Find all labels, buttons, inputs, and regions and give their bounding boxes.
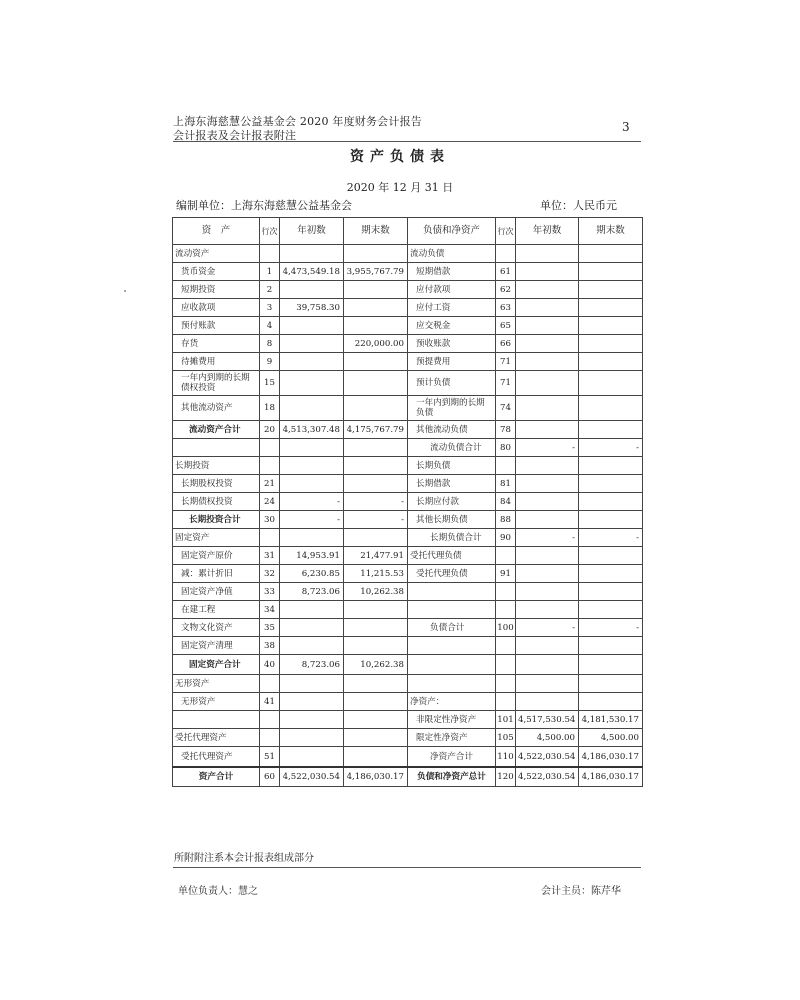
table-cell — [516, 281, 579, 299]
table-cell: 4,513,307.48 — [280, 421, 344, 439]
table-header-row — [173, 218, 643, 245]
table-cell — [579, 421, 643, 439]
table-cell — [344, 396, 408, 421]
table-cell — [516, 475, 579, 493]
table-cell: 91 — [496, 565, 516, 583]
table-cell: 4 — [260, 317, 280, 335]
table-cell — [344, 457, 408, 475]
table-cell: 待摊费用 — [173, 353, 260, 371]
table-cell: 8,723.06 — [280, 583, 344, 601]
table-cell — [516, 335, 579, 353]
table-cell: 2 — [260, 281, 280, 299]
table-cell — [260, 245, 280, 263]
table-cell: 固定资产净值 — [173, 583, 260, 601]
table-cell — [516, 457, 579, 475]
table-cell — [516, 675, 579, 693]
table-cell: 24 — [260, 493, 280, 511]
table-cell — [344, 371, 408, 396]
table-cell: 4,186,030.17 — [579, 747, 643, 768]
table-cell — [496, 637, 516, 655]
table-cell: 105 — [496, 729, 516, 747]
table-cell: 预付账款 — [173, 317, 260, 335]
table-cell: 9 — [260, 353, 280, 371]
table-cell: 长期债权投资 — [173, 493, 260, 511]
table-cell: 60 — [260, 767, 280, 787]
table-cell: 81 — [496, 475, 516, 493]
table-cell: 4,517,530.54 — [516, 711, 579, 729]
table-cell — [579, 281, 643, 299]
table-cell: 32 — [260, 565, 280, 583]
table-cell: 4,500.00 — [516, 729, 579, 747]
table-cell: - — [579, 619, 643, 637]
table-cell: 减：累计折旧 — [173, 565, 260, 583]
table-row — [173, 565, 643, 583]
table-cell: 51 — [260, 747, 280, 768]
table-cell: 74 — [496, 396, 516, 421]
column-header-end: 期末数 — [579, 218, 643, 245]
table-cell — [408, 675, 496, 693]
column-header-line-no: 行次 — [496, 218, 516, 245]
header-divider — [173, 141, 641, 142]
table-cell — [280, 245, 344, 263]
table-row — [173, 675, 643, 693]
table-row — [173, 281, 643, 299]
table-cell: 78 — [496, 421, 516, 439]
table-cell — [579, 457, 643, 475]
table-cell — [516, 565, 579, 583]
table-cell: 65 — [496, 317, 516, 335]
table-cell: 资产合计 — [173, 767, 260, 787]
table-cell: 受托代理负债 — [408, 547, 496, 565]
table-cell — [516, 263, 579, 281]
table-cell — [496, 655, 516, 675]
table-cell: - — [579, 529, 643, 547]
table-row — [173, 493, 643, 511]
table-cell: 3,955,767.79 — [344, 263, 408, 281]
table-cell: 应付工资 — [408, 299, 496, 317]
table-cell — [579, 637, 643, 655]
table-cell: 40 — [260, 655, 280, 675]
table-row — [173, 396, 643, 421]
column-header-begin: 年初数 — [516, 218, 579, 245]
table-cell — [516, 583, 579, 601]
table-row — [173, 299, 643, 317]
table-cell: 1 — [260, 263, 280, 281]
table-cell — [280, 529, 344, 547]
table-cell — [516, 493, 579, 511]
table-cell: 其他长期负债 — [408, 511, 496, 529]
table-cell: 净资产合计 — [408, 747, 496, 768]
table-cell: 120 — [496, 767, 516, 787]
table-cell — [579, 353, 643, 371]
table-cell: 长期投资 — [173, 457, 260, 475]
table-cell: 4,175,767.79 — [344, 421, 408, 439]
table-cell — [344, 475, 408, 493]
table-cell: - — [516, 619, 579, 637]
table-cell: - — [344, 511, 408, 529]
table-cell: 4,522,030.54 — [516, 747, 579, 768]
table-cell — [173, 711, 260, 729]
table-row — [173, 747, 643, 768]
table-cell — [516, 601, 579, 619]
table-cell: 61 — [496, 263, 516, 281]
table-row — [173, 439, 643, 457]
accountant-signature: 会计主员：陈芹华 — [541, 886, 621, 897]
table-cell: 38 — [260, 637, 280, 655]
table-cell: 8 — [260, 335, 280, 353]
table-cell — [280, 457, 344, 475]
table-cell — [579, 371, 643, 396]
table-cell: 18 — [260, 396, 280, 421]
table-cell — [344, 317, 408, 335]
total-row — [173, 767, 643, 787]
table-cell — [579, 493, 643, 511]
table-cell: 6,230.85 — [280, 565, 344, 583]
table-row — [173, 583, 643, 601]
table-cell: 8,723.06 — [280, 655, 344, 675]
table-cell: 62 — [496, 281, 516, 299]
table-cell: 固定资产合计 — [173, 655, 260, 675]
table-cell — [344, 675, 408, 693]
table-cell — [260, 675, 280, 693]
table-cell: 21,477.91 — [344, 547, 408, 565]
table-cell — [516, 245, 579, 263]
table-cell — [344, 729, 408, 747]
balance-sheet-table — [172, 217, 643, 787]
table-cell — [344, 281, 408, 299]
table-cell — [344, 299, 408, 317]
table-cell — [344, 693, 408, 711]
table-cell — [516, 317, 579, 335]
table-row — [173, 245, 643, 263]
table-cell: 固定资产 — [173, 529, 260, 547]
table-row — [173, 317, 643, 335]
table-cell: 固定资产清理 — [173, 637, 260, 655]
table-cell: 31 — [260, 547, 280, 565]
table-cell — [516, 511, 579, 529]
table-cell: 71 — [496, 371, 516, 396]
table-cell: - — [516, 439, 579, 457]
table-cell — [579, 693, 643, 711]
report-date: 2020 年 12 月 31 日 — [346, 181, 454, 194]
table-cell: 10,262.38 — [344, 655, 408, 675]
table-cell — [579, 601, 643, 619]
table-cell — [516, 655, 579, 675]
table-cell: 固定资产原价 — [173, 547, 260, 565]
column-header-liabilities: 负债和净资产 — [408, 218, 496, 245]
table-cell — [344, 637, 408, 655]
table-cell — [408, 583, 496, 601]
table-cell: 4,186,030.17 — [579, 767, 643, 787]
table-cell: 流动负债 — [408, 245, 496, 263]
table-cell — [579, 511, 643, 529]
scan-speck — [124, 290, 126, 292]
org-unit: 编制单位：上海东海慈慧公益基金会 — [176, 199, 352, 212]
table-cell: 90 — [496, 529, 516, 547]
table-cell — [280, 439, 344, 457]
table-cell: 短期投资 — [173, 281, 260, 299]
table-cell — [344, 353, 408, 371]
table-cell — [496, 601, 516, 619]
table-cell: 4,522,030.54 — [280, 767, 344, 787]
table-row — [173, 475, 643, 493]
table-cell: 无形资产 — [173, 693, 260, 711]
column-header-begin: 年初数 — [280, 218, 344, 245]
table-cell: 14,953.91 — [280, 547, 344, 565]
table-cell — [496, 457, 516, 475]
table-cell — [344, 711, 408, 729]
table-cell — [516, 299, 579, 317]
table-cell — [516, 637, 579, 655]
table-cell — [516, 421, 579, 439]
table-row — [173, 619, 643, 637]
table-cell — [260, 529, 280, 547]
table-cell: - — [579, 439, 643, 457]
table-cell: 33 — [260, 583, 280, 601]
table-cell: 预计负债 — [408, 371, 496, 396]
table-cell: 4,186,030.17 — [344, 767, 408, 787]
table-cell: 110 — [496, 747, 516, 768]
table-cell: 负债合计 — [408, 619, 496, 637]
footer-divider — [173, 867, 641, 868]
table-cell: - — [344, 493, 408, 511]
table-cell: 流动资产 — [173, 245, 260, 263]
table-cell: 10,262.38 — [344, 583, 408, 601]
table-cell: 预提费用 — [408, 353, 496, 371]
table-cell — [280, 353, 344, 371]
table-row — [173, 655, 643, 675]
table-cell: 4,522,030.54 — [516, 767, 579, 787]
table-row — [173, 353, 643, 371]
table-cell: 长期应付款 — [408, 493, 496, 511]
table-cell — [260, 729, 280, 747]
table-cell — [260, 711, 280, 729]
table-row — [173, 711, 643, 729]
table-cell — [280, 711, 344, 729]
table-cell — [579, 475, 643, 493]
table-cell — [579, 675, 643, 693]
table-cell: 预收账款 — [408, 335, 496, 353]
table-cell: 80 — [496, 439, 516, 457]
table-cell: 4,181,530.17 — [579, 711, 643, 729]
table-cell — [280, 371, 344, 396]
table-cell — [344, 619, 408, 637]
table-cell: 应交税金 — [408, 317, 496, 335]
table-cell — [408, 655, 496, 675]
table-cell: 一年内到期的长期债权投资 — [173, 371, 260, 396]
table-cell — [579, 583, 643, 601]
table-cell — [260, 457, 280, 475]
table-cell — [280, 637, 344, 655]
table-cell — [496, 547, 516, 565]
table-cell — [516, 353, 579, 371]
column-header-line-no: 行次 — [260, 218, 280, 245]
table-cell — [280, 601, 344, 619]
table-cell: 15 — [260, 371, 280, 396]
table-cell: 34 — [260, 601, 280, 619]
table-cell: 存货 — [173, 335, 260, 353]
table-cell: 101 — [496, 711, 516, 729]
table-cell: 一年内到期的长期负债 — [408, 396, 496, 421]
table-row — [173, 421, 643, 439]
table-cell: 4,500.00 — [579, 729, 643, 747]
table-cell — [496, 245, 516, 263]
table-cell: 其他流动负债 — [408, 421, 496, 439]
table-cell: 20 — [260, 421, 280, 439]
table-cell — [579, 565, 643, 583]
table-cell — [280, 619, 344, 637]
table-row — [173, 693, 643, 711]
table-cell: 无形资产 — [173, 675, 260, 693]
footnote: 所附附注系本会计报表组成部分 — [174, 853, 314, 864]
table-cell: 限定性净资产 — [408, 729, 496, 747]
table-cell: 受托代理负债 — [408, 565, 496, 583]
table-row — [173, 371, 643, 396]
table-cell: 受托代理资产 — [173, 729, 260, 747]
table-cell: - — [516, 529, 579, 547]
table-cell — [280, 335, 344, 353]
table-cell — [496, 583, 516, 601]
table-cell — [344, 747, 408, 768]
table-cell — [516, 547, 579, 565]
table-cell: 长期借款 — [408, 475, 496, 493]
table-cell: 其他流动资产 — [173, 396, 260, 421]
table-cell — [496, 675, 516, 693]
table-cell: 66 — [496, 335, 516, 353]
table-cell: 货币资金 — [173, 263, 260, 281]
table-cell: 41 — [260, 693, 280, 711]
table-cell: 长期投资合计 — [173, 511, 260, 529]
table-cell — [280, 747, 344, 768]
page-number: 3 — [622, 120, 630, 134]
table-cell: 88 — [496, 511, 516, 529]
report-header-subtitle: 会计报表及会计报表附注 — [173, 129, 297, 142]
table-row — [173, 637, 643, 655]
table-cell: 100 — [496, 619, 516, 637]
table-cell — [344, 601, 408, 619]
table-cell — [579, 547, 643, 565]
table-cell — [260, 439, 280, 457]
table-row — [173, 511, 643, 529]
column-header-end: 期末数 — [344, 218, 408, 245]
table-cell: 长期股权投资 — [173, 475, 260, 493]
table-cell — [280, 317, 344, 335]
table-cell — [344, 245, 408, 263]
table-cell: 11,215.53 — [344, 565, 408, 583]
table-row — [173, 601, 643, 619]
table-cell — [344, 439, 408, 457]
report-header-title: 上海东海慈慧公益基金会 2020 年度财务会计报告 — [173, 115, 422, 128]
table-cell: 净资产： — [408, 693, 496, 711]
table-cell — [280, 281, 344, 299]
table-cell: 在建工程 — [173, 601, 260, 619]
table-cell — [579, 396, 643, 421]
table-cell — [579, 299, 643, 317]
table-cell — [280, 675, 344, 693]
table-cell: 应付款项 — [408, 281, 496, 299]
table-cell: - — [280, 493, 344, 511]
table-cell: 63 — [496, 299, 516, 317]
table-cell — [516, 396, 579, 421]
table-cell: 应收款项 — [173, 299, 260, 317]
table-cell — [579, 263, 643, 281]
table-cell: 负债和净资产总计 — [408, 767, 496, 787]
table-cell: 非限定性净资产 — [408, 711, 496, 729]
table-cell: 30 — [260, 511, 280, 529]
column-header-assets: 资 产 — [173, 218, 260, 245]
table-cell: 84 — [496, 493, 516, 511]
table-cell — [516, 693, 579, 711]
table-row — [173, 335, 643, 353]
unit-head-signature: 单位负责人：慧之 — [178, 886, 258, 897]
table-cell — [579, 655, 643, 675]
table-cell — [280, 396, 344, 421]
table-cell: 短期借款 — [408, 263, 496, 281]
table-cell — [496, 693, 516, 711]
table-cell — [280, 693, 344, 711]
table-cell — [408, 637, 496, 655]
table-cell — [579, 245, 643, 263]
table-row — [173, 729, 643, 747]
table-cell: 长期负债合计 — [408, 529, 496, 547]
table-row — [173, 529, 643, 547]
table-cell — [579, 335, 643, 353]
table-row — [173, 457, 643, 475]
table-cell: 受托代理资产 — [173, 747, 260, 768]
table-cell — [173, 439, 260, 457]
table-cell: - — [280, 511, 344, 529]
table-cell: 3 — [260, 299, 280, 317]
table-cell — [516, 371, 579, 396]
table-cell: 文物文化资产 — [173, 619, 260, 637]
table-cell: 4,473,549.18 — [280, 263, 344, 281]
table-cell: 21 — [260, 475, 280, 493]
table-cell: 220,000.00 — [344, 335, 408, 353]
table-row — [173, 547, 643, 565]
table-cell — [344, 529, 408, 547]
table-cell — [280, 475, 344, 493]
table-cell: 流动资产合计 — [173, 421, 260, 439]
table-cell — [280, 729, 344, 747]
page-title: 资产负债表 — [350, 149, 450, 165]
table-cell — [408, 601, 496, 619]
table-cell: 35 — [260, 619, 280, 637]
table-cell: 流动负债合计 — [408, 439, 496, 457]
currency-unit: 单位：人民币元 — [540, 199, 617, 212]
table-cell: 71 — [496, 353, 516, 371]
table-cell: 39,758.30 — [280, 299, 344, 317]
table-cell: 长期负债 — [408, 457, 496, 475]
table-row — [173, 263, 643, 281]
table-cell — [579, 317, 643, 335]
